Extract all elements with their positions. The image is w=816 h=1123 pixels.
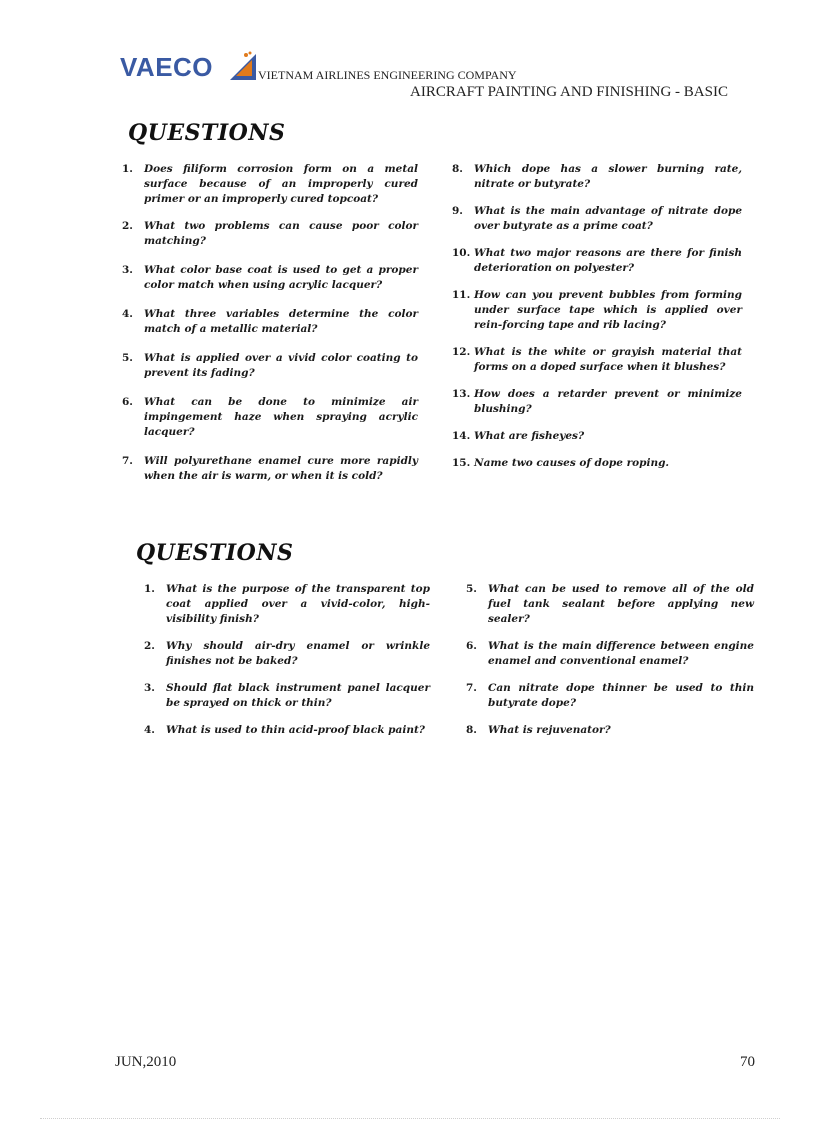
question-item: [144, 681, 430, 711]
question-item: [466, 639, 754, 669]
question-item: [122, 162, 418, 207]
question-text: Which dope has a slower burning rate, nitrate or butyrate?: [474, 163, 742, 190]
question-text: Does filiform corrosion form on a metal surface because of an improperly cured primer or an improperly cured topcoat?: [144, 163, 418, 205]
question-item: [452, 429, 742, 444]
question-text: What three variables determine the color match of a metallic material?: [144, 308, 418, 335]
question-number: 4.: [144, 724, 155, 736]
question-item: [452, 288, 742, 333]
section2-title: QUESTIONS: [136, 540, 294, 566]
question-number: 4.: [122, 308, 133, 320]
question-item: [144, 639, 430, 669]
question-item: [452, 387, 742, 417]
document-subject: AIRCRAFT PAINTING AND FINISHING - BASIC: [410, 84, 728, 100]
section2-right-questions: [466, 582, 754, 738]
question-text: How does a retarder prevent or minimize blushing?: [474, 388, 742, 415]
question-item: [466, 681, 754, 711]
question-text: What is rejuvenator?: [488, 724, 611, 736]
question-text: How can you prevent bubbles from forming under surface tape which is applied over rein-forcing tape and rib lacing?: [474, 289, 742, 331]
question-number: 3.: [122, 264, 133, 276]
question-number: 15.: [452, 457, 471, 469]
question-number: 6.: [122, 396, 133, 408]
question-number: 1.: [144, 583, 155, 595]
question-number: 14.: [452, 430, 471, 442]
question-number: 11.: [452, 289, 471, 301]
question-text: What two problems can cause poor color matching?: [144, 220, 418, 247]
question-number: 8.: [452, 163, 463, 175]
question-text: What can be used to remove all of the old fuel tank sealant before applying new sealer?: [488, 583, 754, 625]
question-text: Why should air-dry enamel or wrinkle finishes not be baked?: [166, 640, 430, 667]
question-item: [122, 263, 418, 293]
question-number: 6.: [466, 640, 477, 652]
question-number: 10.: [452, 247, 471, 259]
question-number: 7.: [466, 682, 477, 694]
question-item: [122, 219, 418, 249]
company-name: VIETNAM AIRLINES ENGINEERING COMPANY: [258, 68, 517, 82]
question-item: [122, 351, 418, 381]
question-text: Will polyurethane enamel cure more rapidly when the air is warm, or when it is cold?: [144, 455, 418, 482]
question-text: What is the purpose of the transparent top coat applied over a vivid-color, high-visibility finish?: [166, 583, 430, 625]
question-item: [452, 246, 742, 276]
question-item: [122, 395, 418, 440]
footer-date: JUN,2010: [115, 1054, 177, 1070]
question-item: [452, 345, 742, 375]
question-text: What color base coat is used to get a proper color match when using acrylic lacquer?: [144, 264, 418, 291]
question-number: 9.: [452, 205, 463, 217]
bottom-divider: [40, 1118, 780, 1119]
question-item: [144, 582, 430, 627]
question-text: What is applied over a vivid color coating to prevent its fading?: [144, 352, 418, 379]
question-text: What two major reasons are there for finish deterioration on polyester?: [474, 247, 742, 274]
question-text: Should flat black instrument panel lacquer be sprayed on thick or thin?: [166, 682, 430, 709]
section1-title: QUESTIONS: [128, 120, 286, 146]
aircraft-tail-icon: [226, 50, 260, 80]
page-number: 70: [740, 1054, 755, 1070]
question-item: [452, 204, 742, 234]
section1-right-questions: [452, 162, 742, 471]
logo-text: VAECO: [120, 52, 214, 82]
question-number: 2.: [122, 220, 133, 232]
question-number: 7.: [122, 455, 133, 467]
question-item: [466, 582, 754, 627]
question-item: [452, 162, 742, 192]
question-number: 8.: [466, 724, 477, 736]
question-item: [122, 307, 418, 337]
question-text: What is the white or grayish material that forms on a doped surface when it blushes?: [474, 346, 742, 373]
question-number: 1.: [122, 163, 133, 175]
question-text: What can be done to minimize air impingement haze when spraying acrylic lacquer?: [144, 396, 418, 438]
question-item: [466, 723, 754, 738]
question-text: Name two causes of dope roping.: [474, 457, 670, 469]
question-text: What is the main difference between engine enamel and conventional enamel?: [488, 640, 754, 667]
question-item: [144, 723, 430, 738]
question-item: [452, 456, 742, 471]
question-number: 5.: [466, 583, 477, 595]
question-text: Can nitrate dope thinner be used to thin butyrate dope?: [488, 682, 754, 709]
question-number: 2.: [144, 640, 155, 652]
question-number: 13.: [452, 388, 471, 400]
question-number: 12.: [452, 346, 471, 358]
question-text: What is used to thin acid-proof black paint?: [166, 724, 425, 736]
section2-left-questions: [144, 582, 430, 738]
question-number: 5.: [122, 352, 133, 364]
question-item: [122, 454, 418, 484]
section1-left-questions: [122, 162, 418, 484]
question-number: 3.: [144, 682, 155, 694]
question-text: What are fisheyes?: [474, 430, 585, 442]
question-text: What is the main advantage of nitrate dope over butyrate as a prime coat?: [474, 205, 742, 232]
